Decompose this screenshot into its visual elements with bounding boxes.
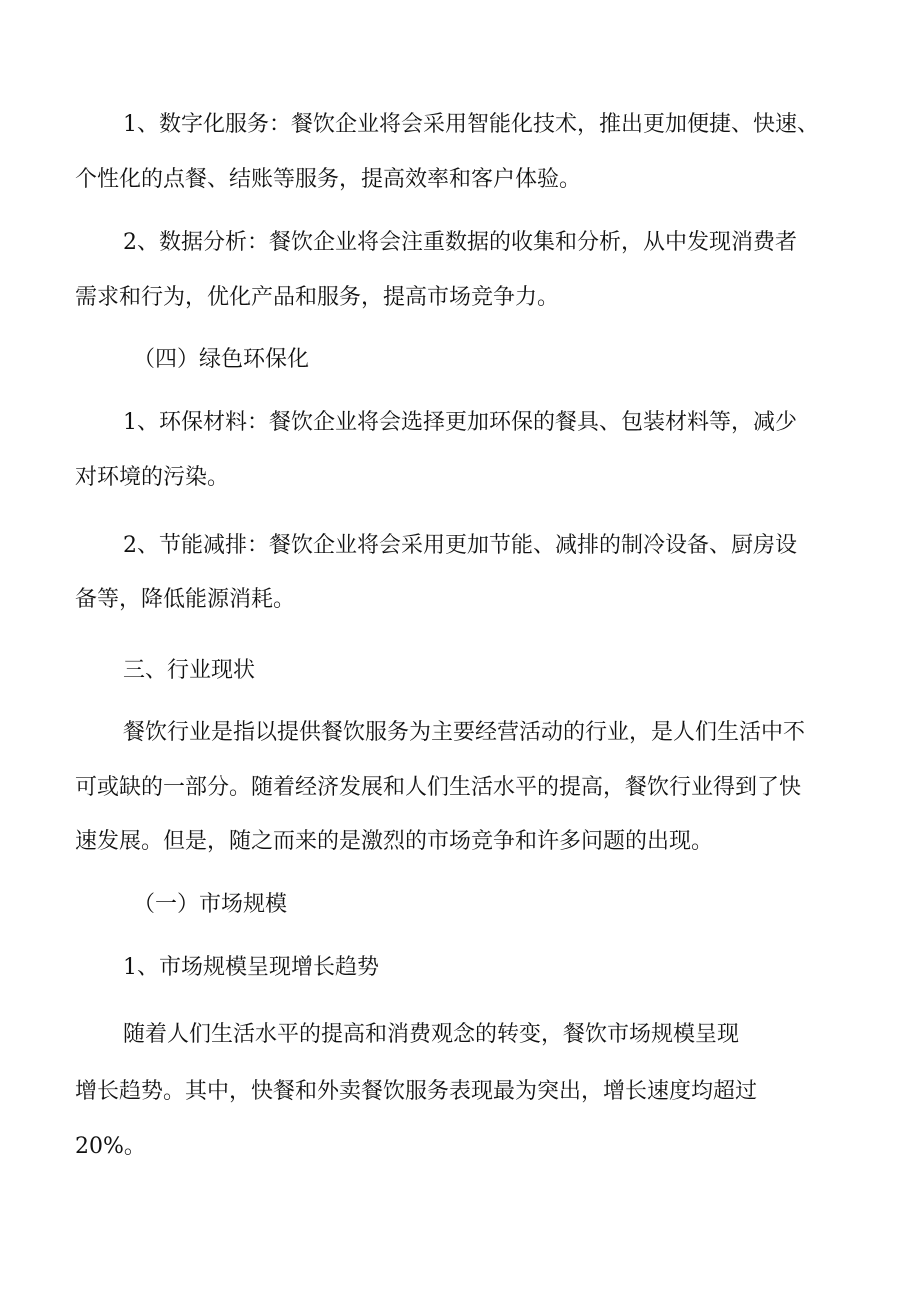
paragraph-line: 1、数字化服务：餐饮企业将会采用智能化技术，推出更加便捷、快速、 (123, 112, 819, 137)
paragraph-line: 2、数据分析：餐饮企业将会注重数据的收集和分析，从中发现消费者 (123, 230, 797, 255)
paragraph-line: 速发展。但是，随之而来的是激烈的市场竞争和许多问题的出现。 (75, 829, 714, 854)
section-heading: （一）市场规模 (133, 892, 288, 917)
paragraph-line: 增长趋势。其中，快餐和外卖餐饮服务表现最为突出，增长速度均超过 (75, 1079, 758, 1104)
paragraph-line: 餐饮行业是指以提供餐饮服务为主要经营活动的行业，是人们生活中不 (123, 720, 806, 745)
paragraph-line: 需求和行为，优化产品和服务，提高市场竞争力。 (75, 285, 560, 310)
paragraph-line: 可或缺的一部分。随着经济发展和人们生活水平的提高，餐饮行业得到了快 (75, 775, 802, 800)
paragraph-line: 2、节能减排：餐饮企业将会采用更加节能、减排的制冷设备、厨房设 (123, 533, 797, 558)
paragraph-line: 对环境的污染。 (75, 465, 230, 490)
paragraph-line: 1、环保材料：餐饮企业将会选择更加环保的餐具、包装材料等，减少 (123, 410, 797, 435)
paragraph-line: 随着人们生活水平的提高和消费观念的转变，餐饮市场规模呈现 (123, 1022, 740, 1047)
section-heading: （四）绿色环保化 (133, 347, 310, 372)
paragraph-line: 个性化的点餐、结账等服务，提高效率和客户体验。 (75, 167, 582, 192)
section-heading: 三、行业现状 (123, 658, 256, 683)
subsection-heading: 1、市场规模呈现增长趋势 (123, 955, 379, 980)
paragraph-line: 20%。 (75, 1134, 146, 1159)
paragraph-line: 备等，降低能源消耗。 (75, 587, 296, 612)
